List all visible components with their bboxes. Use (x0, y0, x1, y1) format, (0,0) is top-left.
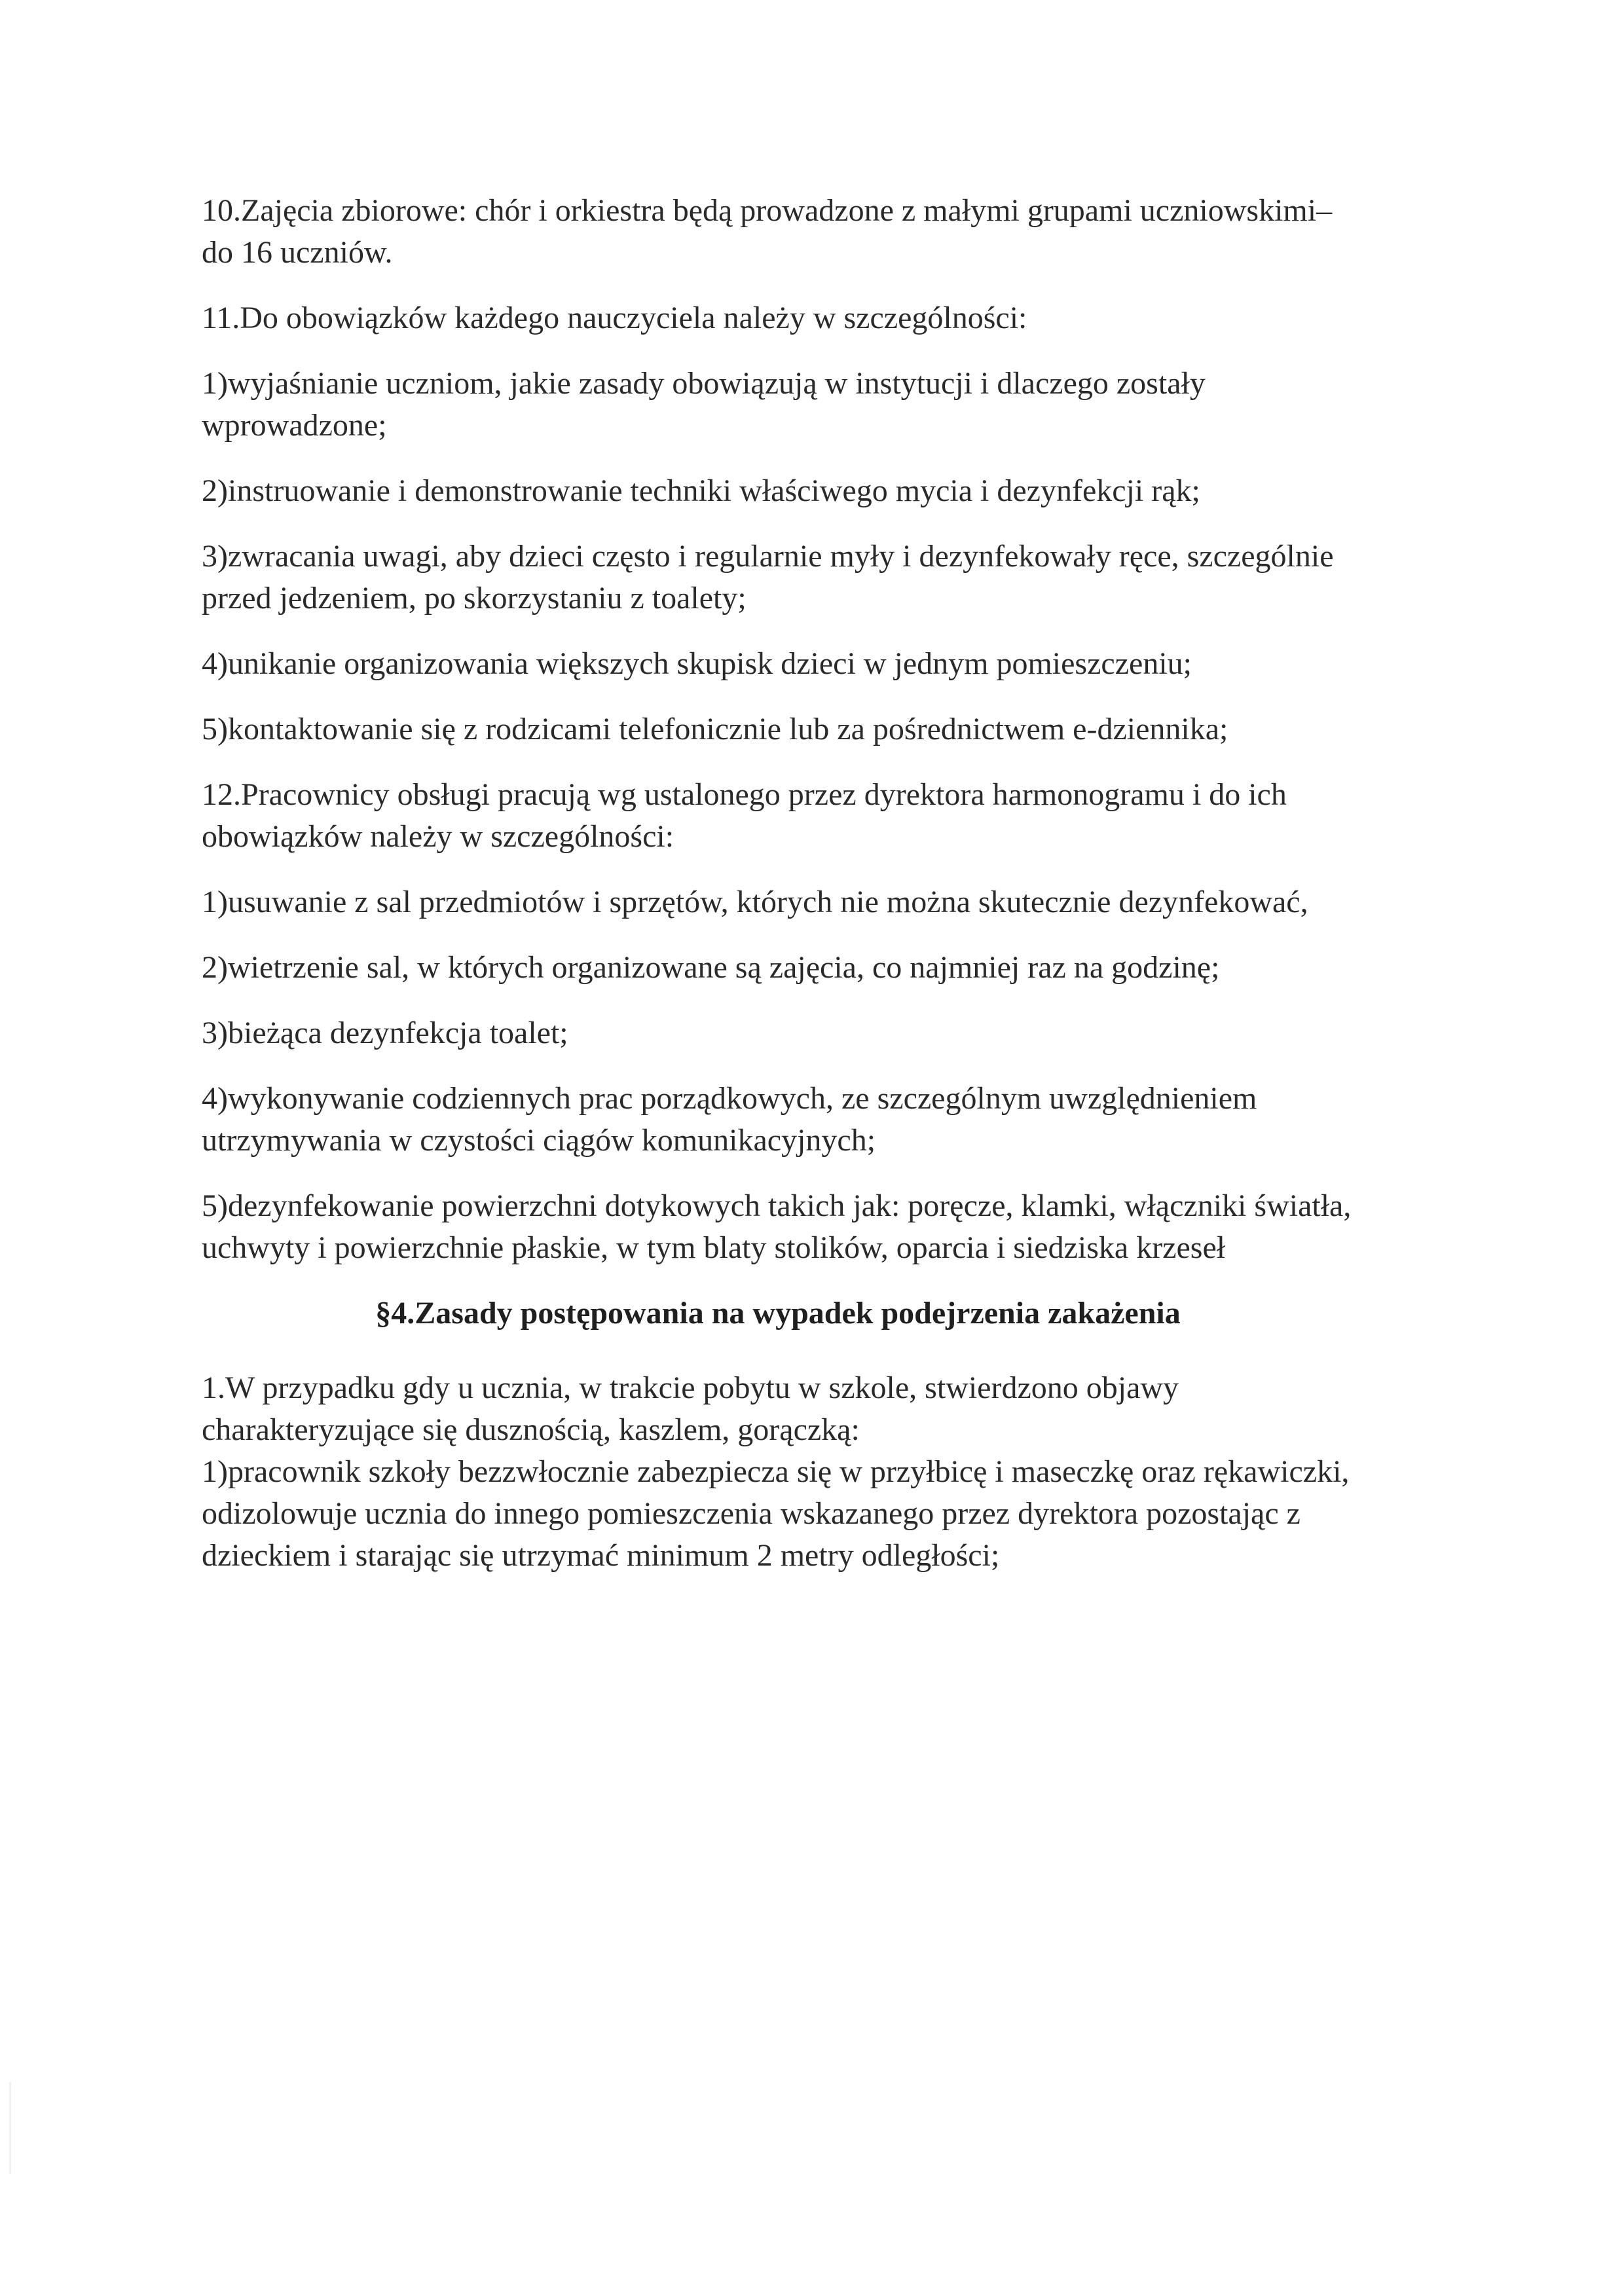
section-4-heading: §4.Zasady postępowania na wypadek podejrzenia zakażenia (375, 1296, 1181, 1331)
staff-duty-5: 5)dezynfekowanie powierzchni dotykowych takich jak: poręcze, klamki, włączniki światła, uchwyty i powierzchnie płaskie, w tym blaty stolików, oparcia i siedziska krzeseł (202, 1188, 1352, 1265)
scan-edge-mark (9, 2082, 11, 2174)
item-10-choir-orchestra: 10.Zajęcia zbiorowe: chór i orkiestra będą prowadzone z małymi grupami uczniowskimi–do 16 uczniów. (202, 193, 1333, 270)
teacher-duty-4: 4)unikanie organizowania większych skupisk dzieci w jednym pomieszczeniu; (202, 646, 1192, 681)
staff-duty-3: 3)bieżąca dezynfekcja toalet; (202, 1016, 568, 1050)
item-12-staff-duties: 12.Pracownicy obsługi pracują wg ustalonego przez dyrektora harmonogramu i do ich obowiązków należy w szczególności: (202, 777, 1287, 854)
staff-duty-4: 4)wykonywanie codziennych prac porządkowych, ze szczególnym uwzględnieniem utrzymywania w czystości ciągów komunikacyjnych; (202, 1081, 1257, 1158)
staff-duty-2: 2)wietrzenie sal, w których organizowane są zajęcia, co najmniej raz na godzinę; (202, 950, 1220, 985)
document-body (202, 190, 1354, 1577)
teacher-duty-3: 3)zwracania uwagi, aby dzieci często i regularnie myły i dezynfekowały ręce, szczególnie przed jedzeniem, po skorzystaniu z toalety; (202, 539, 1334, 615)
teacher-duty-5: 5)kontaktowanie się z rodzicami telefonicznie lub za pośrednictwem e-dziennika; (202, 712, 1228, 746)
section-4-item-1: 1)pracownik szkoły bezzwłocznie zabezpiecza się w przyłbicę i maseczkę oraz rękawiczki, odizolowuje ucznia do innego pomieszczenia wskazanego przez dyrektora pozostając z dzieckiem i starając się utrzymać minimum 2 metry odległości; (202, 1454, 1350, 1573)
teacher-duty-1: 1)wyjaśnianie uczniom, jakie zasady obowiązują w instytucji i dlaczego zostały wprowadzone; (202, 366, 1206, 443)
section-4-intro: 1.W przypadku gdy u ucznia, w trakcie pobytu w szkole, stwierdzono objawy charakteryzujące się dusznością, kaszlem, gorączką: (202, 1370, 1179, 1447)
item-11-teacher-duties: 11.Do obowiązków każdego nauczyciela należy w szczególności: (202, 301, 1027, 335)
staff-duty-1: 1)usuwanie z sal przedmiotów i sprzętów, których nie można skutecznie dezynfekować, (202, 885, 1308, 919)
teacher-duty-2: 2)instruowanie i demonstrowanie techniki właściwego mycia i dezynfekcji rąk; (202, 473, 1200, 508)
